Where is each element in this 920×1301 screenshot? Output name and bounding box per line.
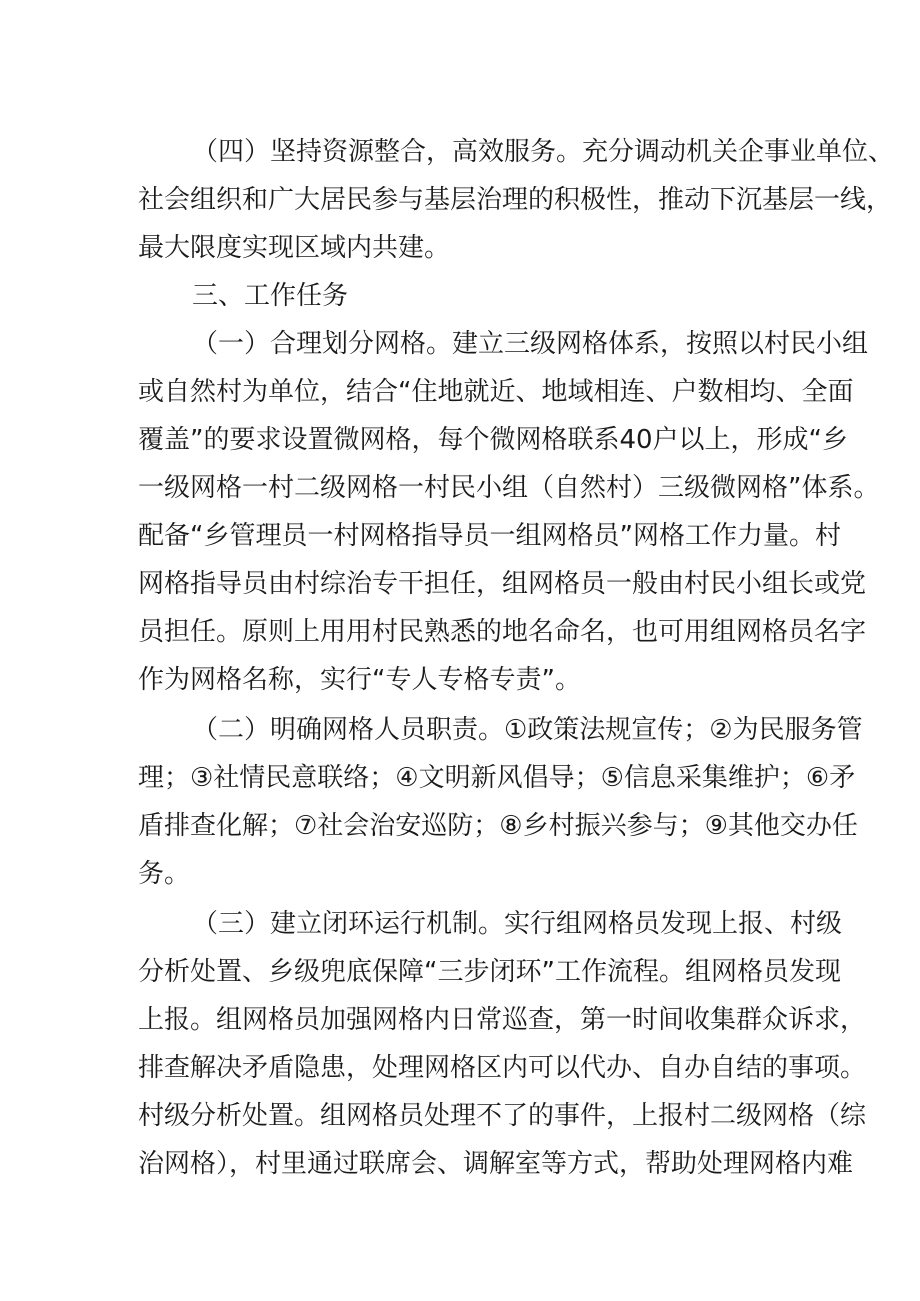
paragraph-1-line-8: 作为网格名称，实行“专人专格专责”。 bbox=[138, 665, 581, 695]
paragraph-1-line-1: （一）合理划分网格。建立三级网格体系，按照以村民小组 bbox=[192, 329, 869, 359]
paragraph-3-line-5: 村级分析处置。组网格员处理不了的事件，上报村二级网格（综 bbox=[138, 1101, 867, 1131]
paragraph-2-line-4: 务。 bbox=[138, 859, 191, 889]
paragraph-1-line-3: 覆盖”的要求设置微网格，每个微网格联系40户以上，形成“乡 bbox=[138, 425, 849, 455]
paragraph-1-line-5: 配备“乡管理员一村网格指导员一组网格员”网格工作力量。村 bbox=[138, 521, 841, 551]
paragraph-1-line-2: 或自然村为单位，结合“住地就近、地域相连、户数相均、全面 bbox=[138, 377, 854, 407]
paragraph-3-line-3: 上报。组网格员加强网格内日常巡查，第一时间收集群众诉求， bbox=[138, 1005, 867, 1035]
paragraph-3-line-6: 治网格），村里通过联席会、调解室等方式，帮助处理网格内难 bbox=[138, 1149, 854, 1179]
paragraph-3-line-4: 排查解决矛盾隐患，处理网格区内可以代办、自办自结的事项。 bbox=[138, 1053, 867, 1083]
paragraph-1-line-7: 员担任。原则上用用村民熟悉的地名命名，也可用组网格员名字 bbox=[138, 617, 867, 647]
section-heading-work-tasks: 三、工作任务 bbox=[192, 281, 349, 311]
paragraph-3-line-1: （三）建立闭环运行机制。实行组网格员发现上报、村级 bbox=[192, 909, 843, 939]
paragraph-2-line-1: （二）明确网格人员职责。①政策法规宣传；②为民服务管 bbox=[192, 715, 863, 745]
paragraph-1-line-6: 网格指导员由村综治专干担任，组网格员一般由村民小组长或党 bbox=[138, 569, 867, 599]
paragraph-4-line-3: 最大限度实现区域内共建。 bbox=[138, 233, 451, 263]
paragraph-2-line-3: 盾排查化解；⑦社会治安巡防；⑧乡村振兴参与；⑨其他交办任 bbox=[138, 811, 858, 841]
paragraph-4-line-2: 社会组织和广大居民参与基层治理的积极性，推动下沉基层一线， bbox=[138, 185, 893, 215]
paragraph-2-line-2: 理；③社情民意联络；④文明新风倡导；⑤信息采集维护；⑥矛 bbox=[138, 763, 856, 793]
paragraph-4-line-1: （四）坚持资源整合，高效服务。充分调动机关企事业单位、 bbox=[192, 137, 895, 167]
paragraph-3-line-2: 分析处置、乡级兜底保障“三步闭环”工作流程。组网格员发现 bbox=[138, 957, 841, 987]
paragraph-1-line-4: 一级网格一村二级网格一村民小组（自然村）三级微网格”体系。 bbox=[138, 473, 880, 503]
